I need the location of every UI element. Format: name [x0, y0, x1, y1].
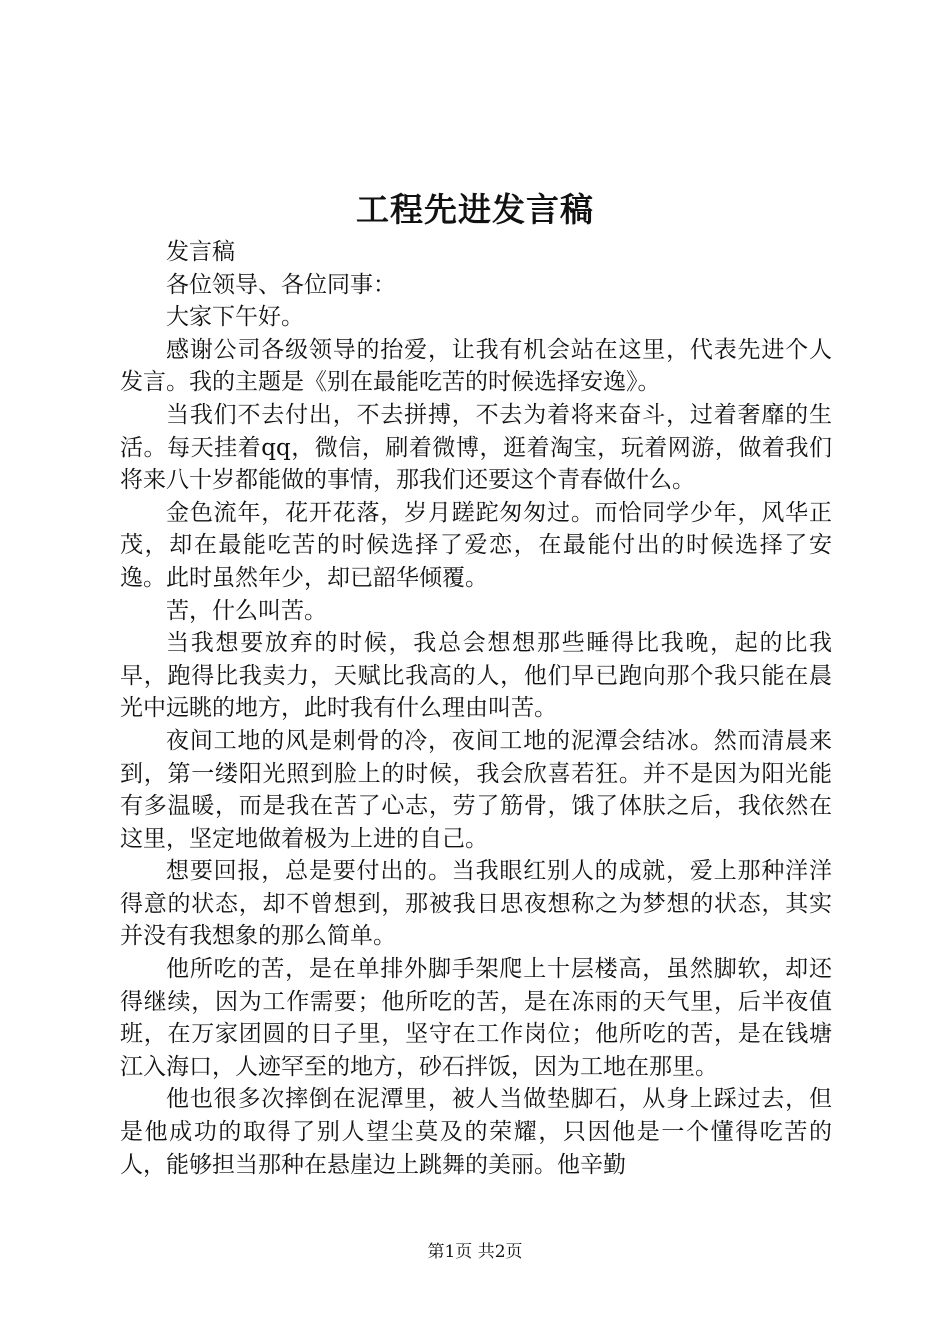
paragraph: 他也很多次摔倒在泥潭里，被人当做垫脚石，从身上踩过去，但是他成功的取得了别人望尘莫及的荣耀，只因他是一个懂得吃苦的人，能够担当那种在悬崖边上跳舞的美丽。他辛勤	[120, 1086, 832, 1178]
paragraph: 金色流年，花开花落，岁月蹉跎匆匆过。而恰同学少年，风华正茂，却在最能吃苦的时候选择了爱恋，在最能付出的时候选择了安逸。此时虽然年少，却已韶华倾覆。	[120, 499, 832, 591]
paragraph: 夜间工地的风是刺骨的冷，夜间工地的泥潭会结冰。然而清晨来到，第一缕阳光照到脸上的时候，我会欣喜若狂。并不是因为阳光能有多温暖，而是我在苦了心志，劳了筋骨，饿了体肤之后，我依然在这里，坚定地做着极为上进的自己。	[120, 727, 832, 852]
paragraph: 当我想要放弃的时候，我总会想想那些睡得比我晚，起的比我早，跑得比我卖力，天赋比我高的人，他们早已跑向那个我只能在晨光中远眺的地方，此时我有什么理由叫苦。	[120, 630, 832, 722]
document-title: 工程先进发言稿	[356, 190, 594, 229]
paragraph: 发言稿	[166, 239, 235, 265]
paragraph: 他所吃的苦，是在单排外脚手架爬上十层楼高，虽然脚软，却还得继续，因为工作需要；他所吃的苦，是在冻雨的天气里，后半夜值班，在万家团圆的日子里，坚守在工作岗位；他所吃的苦，是在钱塘江入海口，人迹罕至的地方，砂石拌饭，因为工地在那里。	[120, 956, 832, 1080]
paragraph: 各位领导、各位同事：	[166, 271, 396, 298]
page-number-footer: 第1页 共2页	[427, 1242, 523, 1262]
paragraph: 感谢公司各级领导的抬爱，让我有机会站在这里，代表先进个人发言。我的主题是《别在最能吃苦的时候选择安逸》。	[120, 336, 832, 396]
paragraph: 当我们不去付出，不去拼搏，不去为着将来奋斗，过着奢靡的生活。每天挂着qq，微信，刷着微博，逛着淘宝，玩着网游，做着我们将来八十岁都能做的事情，那我们还要这个青春做什么。	[120, 401, 832, 494]
paragraph: 想要回报，总是要付出的。当我眼红别人的成就，爱上那种洋洋得意的状态，却不曾想到，那被我日思夜想称之为梦想的状态，其实并没有我想象的那么简单。	[120, 858, 832, 950]
document-body	[120, 236, 832, 1181]
paragraph: 大家下午好。	[166, 304, 304, 331]
paragraph: 苦，什么叫苦。	[166, 597, 327, 624]
